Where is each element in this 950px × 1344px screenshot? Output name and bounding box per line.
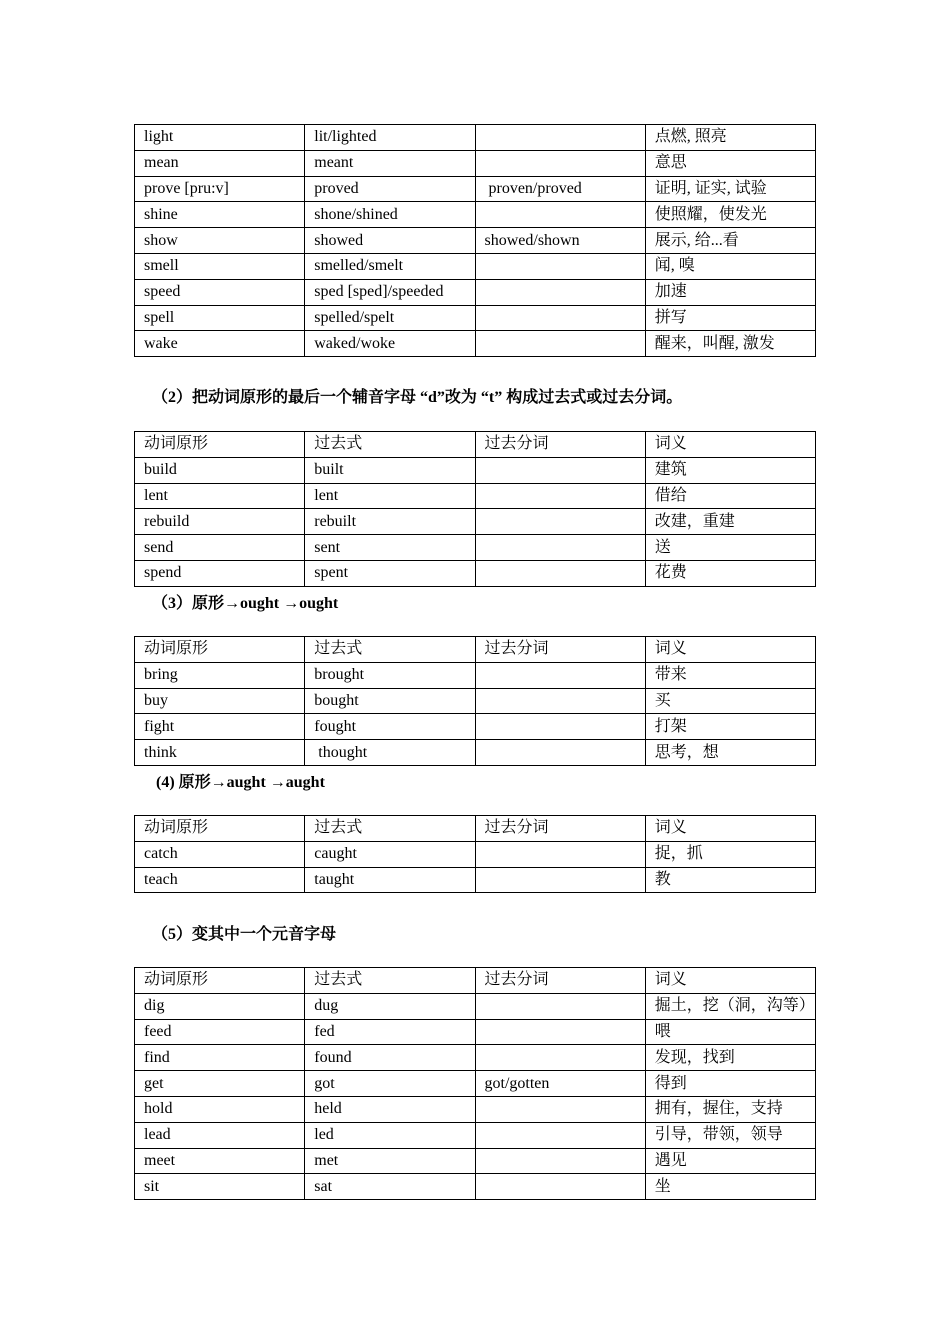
table-cell: held [305, 1096, 475, 1122]
table-cell: 带来 [645, 662, 815, 688]
table-row [135, 740, 816, 766]
table-cell: dug [305, 993, 475, 1019]
table-cell: 发现，找到 [645, 1045, 815, 1071]
table-cell [475, 1148, 645, 1174]
table-row [135, 305, 816, 331]
table-cell: showed/shown [475, 228, 645, 254]
table-row [135, 1019, 816, 1045]
table-row [135, 483, 816, 509]
table-cell [475, 714, 645, 740]
table-cell: bring [135, 662, 305, 688]
table-row [135, 662, 816, 688]
table-cell: spelled/spelt [305, 305, 475, 331]
table-row [135, 1071, 816, 1097]
table-cell: showed [305, 228, 475, 254]
table-cell: lit/lighted [305, 125, 475, 151]
table-cell: find [135, 1045, 305, 1071]
table-cell: 掘土，挖（洞，沟等） [645, 993, 815, 1019]
table-cell [475, 457, 645, 483]
table-cell: 动词原形 [135, 637, 305, 663]
table-cell [475, 1096, 645, 1122]
table-cell: built [305, 457, 475, 483]
table-cell: lent [135, 483, 305, 509]
table-cell: fed [305, 1019, 475, 1045]
table-cell [475, 279, 645, 305]
table-cell: speed [135, 279, 305, 305]
table-cell: 捉，抓 [645, 841, 815, 867]
table-header-row [135, 637, 816, 663]
table-cell: 证明, 证实, 试验 [645, 176, 815, 202]
table-cell: 词义 [645, 968, 815, 994]
table-cell: 思考，想 [645, 740, 815, 766]
table-row [135, 993, 816, 1019]
table-row [135, 1148, 816, 1174]
table-cell [475, 740, 645, 766]
table-cell [475, 150, 645, 176]
table-cell: caught [305, 841, 475, 867]
table-cell: 过去分词 [475, 968, 645, 994]
table-cell: prove [pru:v] [135, 176, 305, 202]
table-cell [475, 662, 645, 688]
table-cell: lead [135, 1122, 305, 1148]
table-cell: 点燃, 照亮 [645, 125, 815, 151]
table-cell: 遇见 [645, 1148, 815, 1174]
table-cell [475, 331, 645, 357]
table-cell: proved [305, 176, 475, 202]
table-cell [475, 483, 645, 509]
table-cell: brought [305, 662, 475, 688]
table-cell: 过去式 [305, 816, 475, 842]
table-cell [475, 867, 645, 893]
table-cell [475, 1019, 645, 1045]
table-cell: fought [305, 714, 475, 740]
table-cell: bought [305, 688, 475, 714]
table-cell: 过去分词 [475, 432, 645, 458]
table-cell: shone/shined [305, 202, 475, 228]
table-cell: waked/woke [305, 331, 475, 357]
table-cell [475, 509, 645, 535]
table-cell: 引导，带领，领导 [645, 1122, 815, 1148]
table-cell: found [305, 1045, 475, 1071]
table-cell: teach [135, 867, 305, 893]
table-row [135, 535, 816, 561]
table-cell: 花费 [645, 560, 815, 586]
table3 [134, 636, 816, 766]
table-cell: sit [135, 1174, 305, 1200]
table-cell [475, 993, 645, 1019]
table-cell: taught [305, 867, 475, 893]
table-cell: fight [135, 714, 305, 740]
table-cell: lent [305, 483, 475, 509]
table-cell: spell [135, 305, 305, 331]
table-cell: 得到 [645, 1071, 815, 1097]
table-row [135, 841, 816, 867]
table-cell: spend [135, 560, 305, 586]
table-cell: 过去式 [305, 637, 475, 663]
table-cell: got [305, 1071, 475, 1097]
table-row [135, 331, 816, 357]
table-row [135, 560, 816, 586]
table-cell: 闻, 嗅 [645, 253, 815, 279]
table-row [135, 150, 816, 176]
table-cell: 借给 [645, 483, 815, 509]
table-cell: thought [305, 740, 475, 766]
heading-5: （5）变其中一个元音字母 [152, 926, 337, 943]
heading-3: （3）原形→ought →ought [152, 595, 339, 612]
table-cell [475, 688, 645, 714]
table-cell: 建筑 [645, 457, 815, 483]
table-cell: 教 [645, 867, 815, 893]
table-cell: 喂 [645, 1019, 815, 1045]
table-cell: led [305, 1122, 475, 1148]
table-cell: catch [135, 841, 305, 867]
table-cell: build [135, 457, 305, 483]
table-cell: 打架 [645, 714, 815, 740]
table-cell: sent [305, 535, 475, 561]
table-row [135, 867, 816, 893]
table-row [135, 688, 816, 714]
table-cell: rebuilt [305, 509, 475, 535]
table-cell: 展示, 给...看 [645, 228, 815, 254]
table-cell: 使照耀，使发光 [645, 202, 815, 228]
table2 [134, 431, 816, 587]
table-header-row [135, 816, 816, 842]
table-cell: mean [135, 150, 305, 176]
table-header-row [135, 968, 816, 994]
table-cell: 动词原形 [135, 432, 305, 458]
table4 [134, 815, 816, 893]
table-cell: 过去式 [305, 432, 475, 458]
table-cell: smelled/smelt [305, 253, 475, 279]
table-row [135, 1045, 816, 1071]
table-cell: sat [305, 1174, 475, 1200]
table-cell: spent [305, 560, 475, 586]
table-cell: 过去式 [305, 968, 475, 994]
table-row [135, 279, 816, 305]
table-cell: get [135, 1071, 305, 1097]
table-row [135, 457, 816, 483]
table-row [135, 125, 816, 151]
table-cell [475, 841, 645, 867]
table-cell: got/gotten [475, 1071, 645, 1097]
table-cell: feed [135, 1019, 305, 1045]
table-cell: 动词原形 [135, 816, 305, 842]
table1 [134, 124, 816, 357]
table-cell: wake [135, 331, 305, 357]
table-cell: 词义 [645, 816, 815, 842]
table-row [135, 509, 816, 535]
table-cell [475, 1045, 645, 1071]
table-cell: light [135, 125, 305, 151]
table-cell: send [135, 535, 305, 561]
table-cell: 拼写 [645, 305, 815, 331]
table-cell: meant [305, 150, 475, 176]
table-row [135, 1122, 816, 1148]
table-cell: 买 [645, 688, 815, 714]
table-cell: 词义 [645, 432, 815, 458]
table-cell [475, 1122, 645, 1148]
table-cell: 坐 [645, 1174, 815, 1200]
table-cell: met [305, 1148, 475, 1174]
table-cell [475, 1174, 645, 1200]
table-cell: rebuild [135, 509, 305, 535]
table-cell: 过去分词 [475, 816, 645, 842]
table-cell: 改建，重建 [645, 509, 815, 535]
table-cell: 过去分词 [475, 637, 645, 663]
table-cell: 送 [645, 535, 815, 561]
table-cell: think [135, 740, 305, 766]
table-header-row [135, 432, 816, 458]
table-cell: 词义 [645, 637, 815, 663]
table-cell [475, 535, 645, 561]
table-cell: 加速 [645, 279, 815, 305]
table-cell: smell [135, 253, 305, 279]
table-cell: proven/proved [475, 176, 645, 202]
table-row [135, 228, 816, 254]
table-cell: hold [135, 1096, 305, 1122]
table-cell: 意思 [645, 150, 815, 176]
table-cell: 动词原形 [135, 968, 305, 994]
heading-2: （2）把动词原形的最后一个辅音字母 “d”改为 “t” 构成过去式或过去分词。 [152, 389, 683, 406]
table-cell [475, 305, 645, 331]
table-cell: show [135, 228, 305, 254]
table-row [135, 176, 816, 202]
table-cell: 醒来，叫醒, 激发 [645, 331, 815, 357]
table-row [135, 1096, 816, 1122]
table-row [135, 202, 816, 228]
table-cell: shine [135, 202, 305, 228]
table-row [135, 1174, 816, 1200]
heading-4: (4) 原形→aught →aught [156, 774, 325, 791]
table-cell: sped [sped]/speeded [305, 279, 475, 305]
table-cell: dig [135, 993, 305, 1019]
table-row [135, 253, 816, 279]
table-cell [475, 202, 645, 228]
table-cell: buy [135, 688, 305, 714]
table-cell [475, 125, 645, 151]
table-row [135, 714, 816, 740]
table-cell [475, 253, 645, 279]
table-cell: meet [135, 1148, 305, 1174]
table-cell [475, 560, 645, 586]
table-cell: 拥有，握住，支持 [645, 1096, 815, 1122]
table5 [134, 967, 816, 1200]
